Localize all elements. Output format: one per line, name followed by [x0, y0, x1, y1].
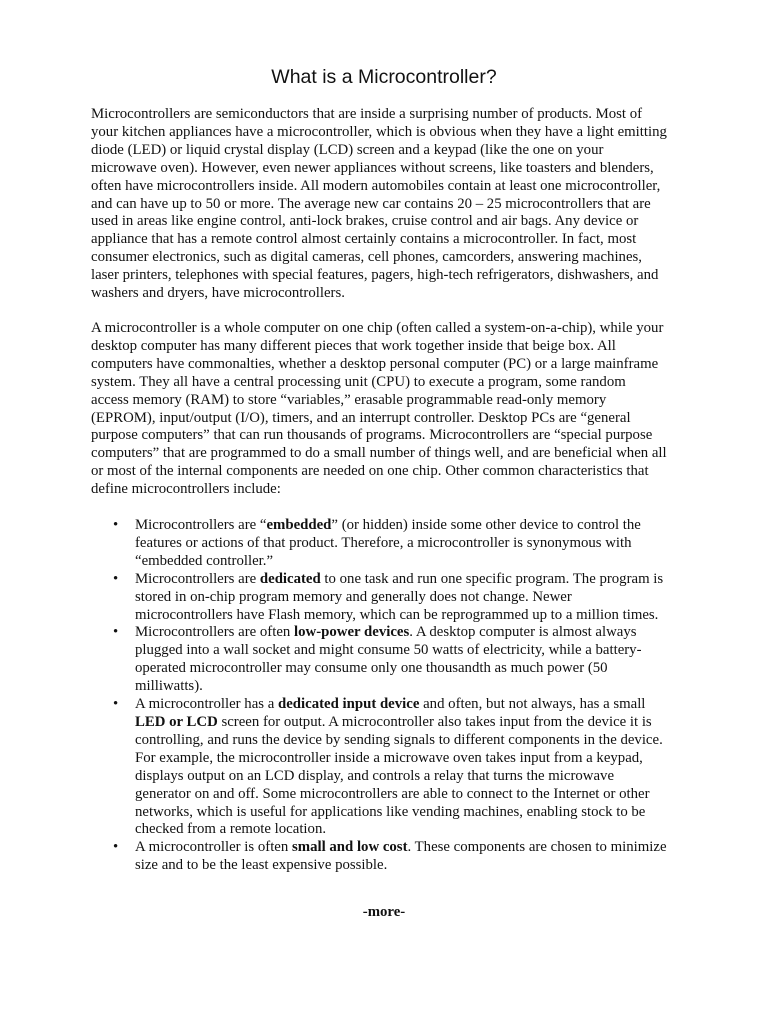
list-item-emphasis: dedicated input device [278, 696, 420, 713]
list-item-text: Microcontrollers are often [135, 624, 295, 641]
list-item-dedicated [91, 571, 691, 625]
list-item-text: A microcontroller has a [135, 696, 278, 713]
list-item-input-device [91, 696, 691, 839]
list-item-small-cost [91, 839, 691, 875]
paragraph-definition: A microcontroller is a whole computer on one chip (often called a system-on-a-chip), while your desktop computer has many different pieces that work together inside that beige box. All computers have commonalties, whether a desktop personal computer (PC) or a large mainframe system. They all have a central processing unit (CPU) to execute a program, some random access memory (RAM) to store “variables,” erasable programmable read-only memory (EPROM), input/output (I/O), timers, and an interrupt controller. Desktop PCs are “general purpose computers” that can run thousands of programs. Microcontrollers are “special purpose computers” that are programmed to do a small number of things well, and are beneficial when all or most of the internal components are needed on one chip. Other common characteristics that define microcontrollers include: [91, 320, 667, 498]
list-item-text: to one task and run one specific program. The program is stored in on-chip program memory and generally does not change. Newer microcontrollers have Flash memory, which can be reprogrammed up to a million times. [135, 570, 664, 623]
bullet-marker: • [113, 517, 119, 533]
list-item-text: Microcontrollers are “ [135, 517, 267, 533]
list-item-text: . These components are chosen to minimize size and to be the least expensive possible. [135, 839, 667, 874]
bullet-marker: • [113, 570, 119, 587]
list-item-emphasis: LED or LCD [135, 713, 218, 730]
list-item-emphasis: embedded [266, 517, 332, 533]
bullet-marker: • [113, 624, 119, 641]
list-item-text: Microcontrollers are [135, 570, 260, 587]
page-title: What is a Microcontroller? [271, 66, 497, 88]
list-item-emphasis: low-power devices [294, 624, 410, 641]
bullet-marker: • [113, 696, 119, 713]
list-item-text: . A desktop computer is almost always plugged into a wall socket and might consume 50 watts of electricity, while a battery- operated microcontroller may consume only one thousandth as much power (50 milliwatts). [135, 624, 642, 695]
list-item-low-power [91, 624, 691, 696]
list-item-emphasis: dedicated [259, 570, 321, 587]
list-item-text: and often, but not always, has a small [423, 696, 646, 713]
list-item-embedded [91, 517, 691, 571]
list-item-text: ” (or hidden) inside some other device to control the features or actions of that product. Therefore, a microcontroller is synonymous with “embedded controller.” [135, 517, 641, 569]
characteristics-list [91, 517, 691, 875]
list-item-text: screen for output. A microcontroller also takes input from the device it is controlling, and runs the device by sending signals to different components in the device. For example, the microcontroller inside a microwave oven takes input from a keypad, displays output on an LCD display, and controls a relay that turns the microwave generator on and off. Some microcontrollers are able to connect to the Internet or other networks, which is useful for applications like vending machines, enabling stock to be checked from a remote location. [135, 713, 663, 838]
list-item-text: A microcontroller is often [135, 839, 292, 856]
bullet-marker: • [113, 839, 119, 856]
continuation-marker: -more- [362, 904, 406, 920]
paragraph-intro: Microcontrollers are semiconductors that are inside a surprising number of products. Most of your kitchen appliances have a microcontroller, which is obvious when they have a light emitting diode (LED) or liquid crystal display (LCD) screen and a keypad (like the one on your microwave oven). However, even newer appliances without screens, like toasters and blenders, often have microcontrollers inside. All modern automobiles contain at least one microcontroller, and can have up to 50 or more. The average new car contains 20 – 25 microcontrollers that are used in areas like engine control, anti-lock brakes, cruise control and air bags. Any device or appliance that has a remote control almost certainly contains a microcontroller. In fact, most consumer electronics, such as digital cameras, cell phones, camcorders, answering machines, laser printers, telephones with special features, pagers, high-tech refrigerators, dishwashers, and washers and dryers, have microcontrollers. [91, 106, 667, 302]
list-item-emphasis: small and low cost [291, 839, 408, 856]
